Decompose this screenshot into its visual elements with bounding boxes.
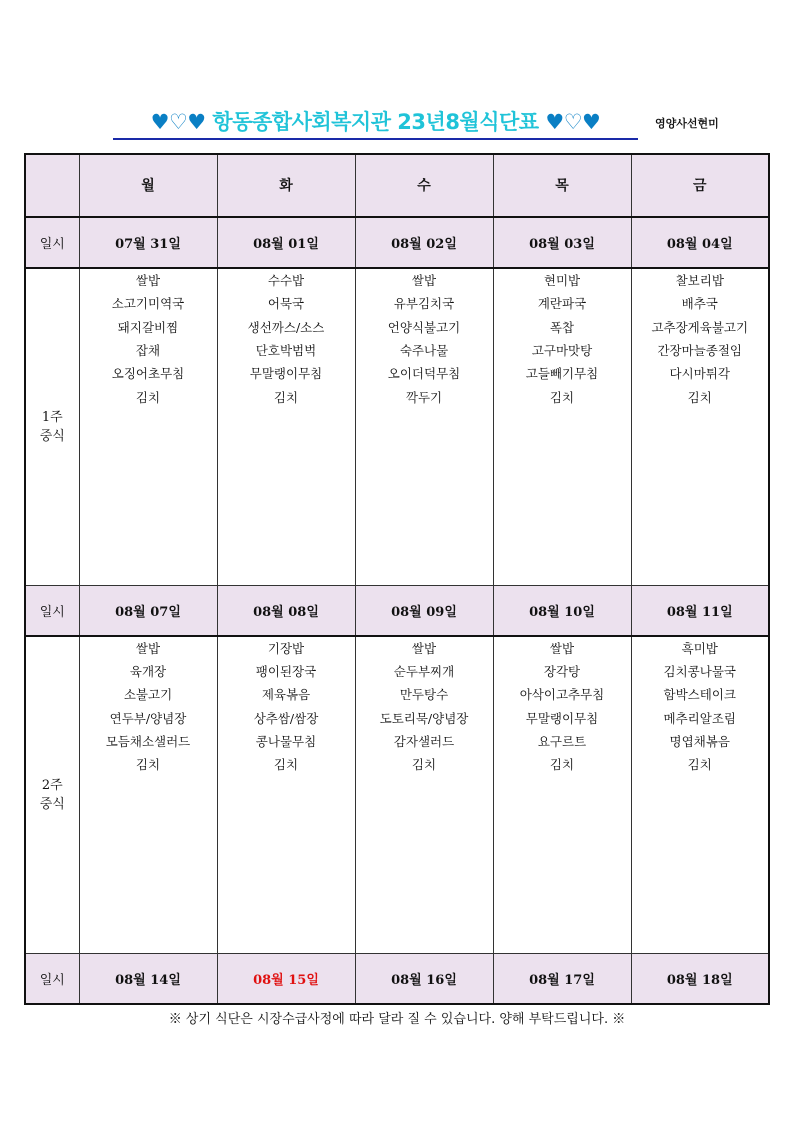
menu-item-list <box>494 269 631 409</box>
menu-item: 쌀밥 <box>411 273 437 289</box>
menu-cell-wed <box>355 268 493 585</box>
heart-icon-group-left: ♥♡♥ <box>150 110 206 134</box>
menu-item: 김치 <box>135 757 161 773</box>
menu-item: 육개장 <box>129 664 167 680</box>
menu-item: 다시마튀각 <box>669 366 730 382</box>
date-cell-wed: 08월 16일 <box>355 954 493 1005</box>
menu-item: 유부김치국 <box>393 296 455 312</box>
menu-item: 어묵국 <box>267 296 305 312</box>
menu-item: 함박스테이크 <box>663 687 736 703</box>
menu-item: 언양식불고기 <box>387 319 461 335</box>
menu-item: 제육볶음 <box>261 687 311 703</box>
weekday-header-row <box>25 154 769 217</box>
menu-item: 오이더덕무침 <box>387 366 461 382</box>
week-number: 1주 <box>41 410 63 426</box>
menu-item: 김치 <box>549 389 575 405</box>
date-label: 일시 <box>25 954 79 1005</box>
week-row <box>25 636 769 953</box>
heart-icon-group-right: ♥♡♥ <box>545 110 601 134</box>
menu-item: 돼지갈비찜 <box>117 319 179 335</box>
date-cell-fri: 08월 18일 <box>631 954 769 1005</box>
menu-item: 계란파국 <box>537 296 587 312</box>
menu-item: 김치 <box>687 389 712 405</box>
menu-item-list <box>218 269 355 409</box>
menu-item: 순두부찌개 <box>393 664 455 680</box>
date-cell-mon: 08월 14일 <box>79 954 217 1005</box>
week-row <box>25 268 769 585</box>
menu-item: 쌀밥 <box>549 640 575 656</box>
date-cell-fri: 08월 04일 <box>631 217 769 269</box>
date-row <box>25 586 769 636</box>
date-label: 일시 <box>25 217 79 269</box>
menu-cell-fri <box>631 636 769 953</box>
menu-item: 김치 <box>411 757 437 773</box>
date-cell-mon: 07월 31일 <box>79 217 217 269</box>
menu-item: 만두탕수 <box>399 687 449 703</box>
menu-item: 잡채 <box>135 343 161 358</box>
date-cell-wed: 08월 09일 <box>355 586 493 636</box>
week-label <box>25 636 79 953</box>
menu-item: 김치 <box>687 757 712 773</box>
date-cell-mon: 08월 07일 <box>79 586 217 636</box>
menu-item: 요구르트 <box>537 734 587 750</box>
weekday-header-tue: 화 <box>217 154 355 217</box>
menu-cell-fri <box>631 268 769 585</box>
menu-item: 기장밥 <box>267 640 305 656</box>
menu-item: 팽이된장국 <box>255 664 317 680</box>
corner-cell <box>25 154 79 217</box>
menu-item-list <box>494 637 631 777</box>
date-label: 일시 <box>25 586 79 636</box>
menu-item: 배추국 <box>681 296 718 312</box>
menu-item: 상추쌈/쌈장 <box>253 710 319 726</box>
menu-item-list <box>80 269 217 409</box>
menu-item: 김치콩나물국 <box>663 664 736 680</box>
meal-type: 중식 <box>39 429 65 445</box>
menu-item: 감자샐러드 <box>393 734 455 750</box>
weekday-header-wed: 수 <box>355 154 493 217</box>
menu-item: 콩나물무침 <box>255 734 317 750</box>
menu-item: 깍두기 <box>405 389 443 405</box>
menu-item: 흑미밥 <box>681 640 718 656</box>
title-text: 항동종합사회복지관 23년8월식단표 <box>205 110 546 134</box>
footnote: ※ 상기 식단은 시장수급사정에 따라 달라 질 수 있습니다. 양해 부탁드립니다. ※ <box>168 1012 626 1027</box>
menu-cell-thu <box>493 268 631 585</box>
menu-item-list <box>632 637 769 777</box>
menu-item: 명엽채볶음 <box>669 734 730 750</box>
title-row <box>0 108 794 140</box>
date-cell-tue: 08월 15일 <box>217 954 355 1005</box>
date-cell-thu: 08월 17일 <box>493 954 631 1005</box>
date-row <box>25 217 769 269</box>
menu-item: 찰보리밥 <box>675 273 724 289</box>
weekday-header-fri: 금 <box>631 154 769 217</box>
weekday-header-mon: 월 <box>79 154 217 217</box>
date-row <box>25 954 769 1005</box>
menu-item: 메추리알조림 <box>663 710 736 726</box>
menu-item: 쌀밥 <box>135 273 161 289</box>
menu-item: 김치 <box>135 389 161 405</box>
page-title <box>113 108 638 140</box>
date-cell-tue: 08월 08일 <box>217 586 355 636</box>
menu-item: 수수밥 <box>267 273 305 289</box>
menu-cell-tue <box>217 268 355 585</box>
menu-item: 무말랭이무침 <box>525 710 599 726</box>
date-cell-fri: 08월 11일 <box>631 586 769 636</box>
menu-item: 고들빼기무침 <box>525 366 599 382</box>
menu-item: 고구마맛탕 <box>531 343 593 358</box>
menu-item: 쌀밥 <box>411 640 437 656</box>
menu-item: 현미밥 <box>543 273 581 289</box>
menu-item: 고추장게육불고기 <box>651 319 749 335</box>
date-cell-thu: 08월 03일 <box>493 217 631 269</box>
meal-type: 중식 <box>39 797 65 813</box>
menu-item: 김치 <box>273 757 299 773</box>
menu-cell-mon <box>79 636 217 953</box>
menu-item: 김치 <box>273 389 299 405</box>
menu-cell-mon <box>79 268 217 585</box>
menu-item: 단호박범벅 <box>255 343 317 358</box>
menu-item: 숙주나물 <box>399 343 449 358</box>
week-number: 2주 <box>41 778 63 794</box>
menu-item: 소고기미역국 <box>111 296 185 312</box>
menu-cell-tue <box>217 636 355 953</box>
menu-item: 도토리묵/양념장 <box>379 710 469 726</box>
menu-item-list <box>218 637 355 777</box>
menu-item: 쌀밥 <box>135 640 161 656</box>
date-cell-wed: 08월 02일 <box>355 217 493 269</box>
dietitian-name: 영양사선현미 <box>655 117 719 130</box>
menu-item-list <box>356 637 493 777</box>
menu-table <box>24 153 770 1005</box>
menu-cell-wed <box>355 636 493 953</box>
menu-item: 연두부/양념장 <box>109 710 187 726</box>
menu-item-list <box>356 269 493 409</box>
menu-item: 간장마늘종절임 <box>657 343 743 358</box>
menu-item: 오징어초무침 <box>111 366 185 382</box>
weekday-header-thu: 목 <box>493 154 631 217</box>
menu-item: 장각탕 <box>543 664 581 680</box>
menu-item-list <box>80 637 217 777</box>
date-cell-thu: 08월 10일 <box>493 586 631 636</box>
menu-item: 폭찹 <box>549 319 575 335</box>
menu-item: 아삭이고추무침 <box>519 687 605 703</box>
date-cell-tue: 08월 01일 <box>217 217 355 269</box>
menu-cell-thu <box>493 636 631 953</box>
week-label <box>25 268 79 585</box>
menu-item: 생선까스/소스 <box>247 319 325 335</box>
menu-item: 김치 <box>549 757 575 773</box>
menu-item-list <box>632 269 769 409</box>
menu-item: 소불고기 <box>123 687 173 703</box>
menu-item: 무말랭이무침 <box>249 366 323 382</box>
menu-item: 모듬채소샐러드 <box>105 734 191 750</box>
